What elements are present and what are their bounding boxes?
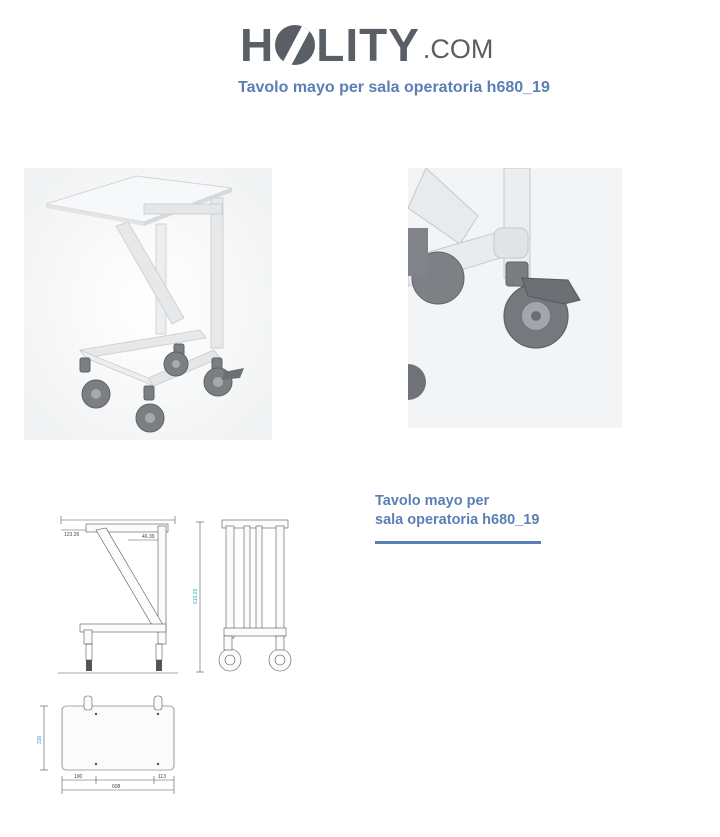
product-image-main[interactable] bbox=[24, 168, 272, 440]
dimension-label-190: 190 bbox=[74, 774, 83, 780]
product-image-detail[interactable] bbox=[408, 168, 622, 428]
dimension-label-46: 46.39 bbox=[142, 534, 155, 540]
dimension-label-113: 113 bbox=[158, 774, 166, 780]
holity-logo[interactable] bbox=[240, 19, 494, 71]
dimension-label-608: 608 bbox=[112, 784, 121, 790]
product-title-line-1: Tavolo mayo per bbox=[375, 493, 490, 509]
dimension-label-123: 123.26 bbox=[64, 532, 80, 538]
technical-drawing-side-view bbox=[58, 512, 178, 676]
product-title bbox=[375, 492, 595, 530]
logo-letter-h: H bbox=[240, 19, 275, 71]
page-title: Tavolo mayo per sala operatoria h680_19 bbox=[238, 79, 550, 96]
logo-com: .COM bbox=[422, 34, 494, 64]
dimension-label-depth: 336 bbox=[37, 735, 43, 744]
technical-drawing-top-view bbox=[36, 690, 181, 795]
logo-o-icon bbox=[275, 25, 315, 65]
product-title-line-2: sala operatoria h680_19 bbox=[375, 512, 540, 528]
title-underline-divider bbox=[375, 541, 541, 544]
technical-drawing-front-view bbox=[190, 512, 295, 676]
dimension-label-height: 615.29 bbox=[193, 588, 199, 604]
logo-letters-lity: LITY bbox=[316, 19, 420, 71]
